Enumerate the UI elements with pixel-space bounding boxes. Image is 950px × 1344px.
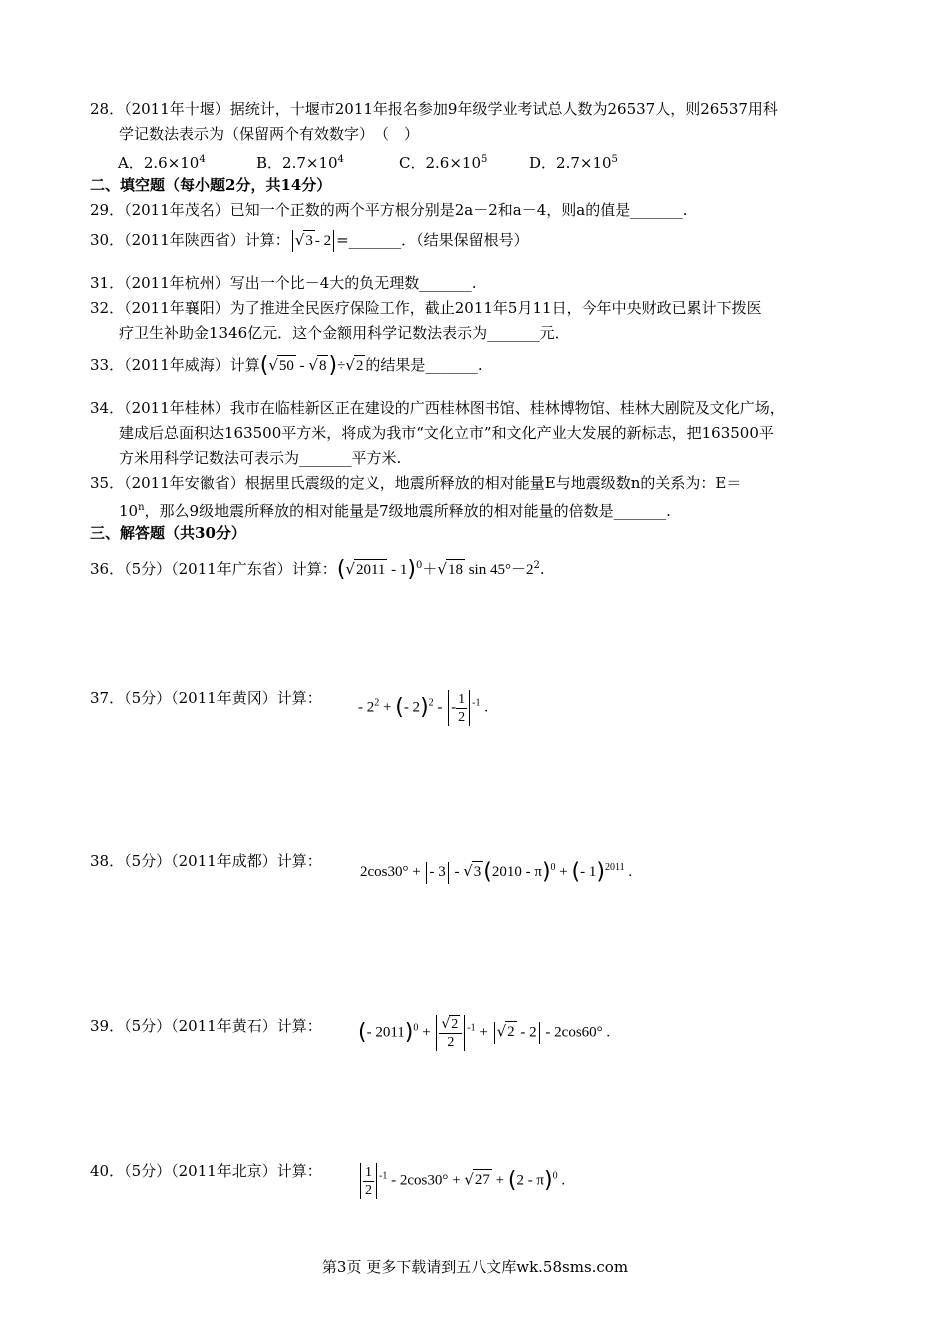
q40-prefix: 40．（5分）（2011年北京）计算： [90, 1162, 322, 1180]
q35-line2: 10$^n$，那么9级地震所释放的相对能量是7级地震所释放的相对能量的倍数是_______. [119, 502, 671, 520]
q28-option-d: D．$2.7\times 10^5$ [529, 154, 618, 172]
q32-line1: 32．（2011年襄阳）为了推进全民医疗保险工作，截止2011年5月11日，今年中央财政已累计下拨医 [90, 299, 762, 317]
q37-numerator: 1 [458, 691, 466, 707]
q28-option-a: A．$2.6\times 10^4$ [118, 154, 206, 172]
q28-option-c: C．$2.6\times 10^5$ [399, 154, 488, 172]
q33: 33．（2011年威海）计算(√50 - √8)÷√2 的结果是_______. [90, 353, 483, 378]
q39-expression: (- 2011)$^0$ + $\frac{√2}{2}$ $^{-1}$ + √2 - 2 - 2cos60° . [358, 1016, 611, 1050]
q31: 31．（2011年杭州）写出一个比－4大的负无理数_______. [90, 274, 477, 292]
q40-expression: $\frac{1}{2}$ $^{-1}$ - 2cos30° + √27 + (2 - π)$^0$ . [358, 1163, 565, 1199]
q34-line2: 建成后总面积达163500平方米，将成为我市“文化立市”和文化产业大发展的新标志，把163500平 [119, 424, 774, 442]
q37-prefix: 37．（5分）（2011年黄冈）计算： [90, 689, 322, 707]
q34-line1: 34．（2011年桂林）我市在临桂新区正在建设的广西桂林图书馆、桂林博物馆、桂林大剧院及文化广场， [90, 399, 785, 417]
page-footer: 第3页 更多下载请到五八文库wk.58sms.com [321, 1258, 629, 1276]
q37-denominator: 2 [458, 709, 466, 725]
q28-option-b: B．$2.7\times 10^4$ [256, 154, 344, 172]
q30: 30．（2011年陕西省）计算： √3 - 2 =_______．（结果保留根号） [90, 230, 529, 252]
q38-expression: 2cos30° + - 3 - √3(2010 - π)$^0$ + (- 1)$^{2011}$ . [360, 859, 633, 885]
q34-line3: 方米用科学记数法可表示为_______平方米. [119, 449, 402, 467]
q39-prefix: 39．（5分）（2011年黄石）计算： [90, 1017, 322, 1035]
q28-line1: 28．（2011年十堰）据统计，十堰市2011年报名参加9年级学业考试总人数为26537人，则26537用科 [90, 100, 778, 118]
q38-prefix: 38．（5分）（2011年成都）计算： [90, 852, 322, 870]
q36: 36．（5分）（2011年广东省）计算：(√2011 - 1)$^0$＋√18 $\sin 45^\circ-2^2$. [90, 557, 545, 582]
section-2-heading: 二、填空题（每小题2分，共14分） [90, 176, 332, 194]
q28-line2: 学记数法表示为（保留两个有效数字） （ ） [119, 125, 420, 143]
q32-line2: 疗卫生补助金1346亿元．这个金额用科学记数法表示为_______元． [119, 324, 570, 342]
section-3-heading: 三、解答题（共30分） [90, 524, 246, 542]
q37-expression: - $2^2$ + (- 2)$^2$ - - $\frac{1}{2}$ $^{-1}$ . [358, 691, 488, 725]
q29: 29．（2011年茂名）已知一个正数的两个平方根分别是2a－2和a－4，则a的值是_______. [90, 201, 688, 219]
q35-line1: 35．（2011年安徽省）根据里氏震级的定义，地震所释放的相对能量E与地震级数n的关系为：E＝ [90, 474, 742, 492]
